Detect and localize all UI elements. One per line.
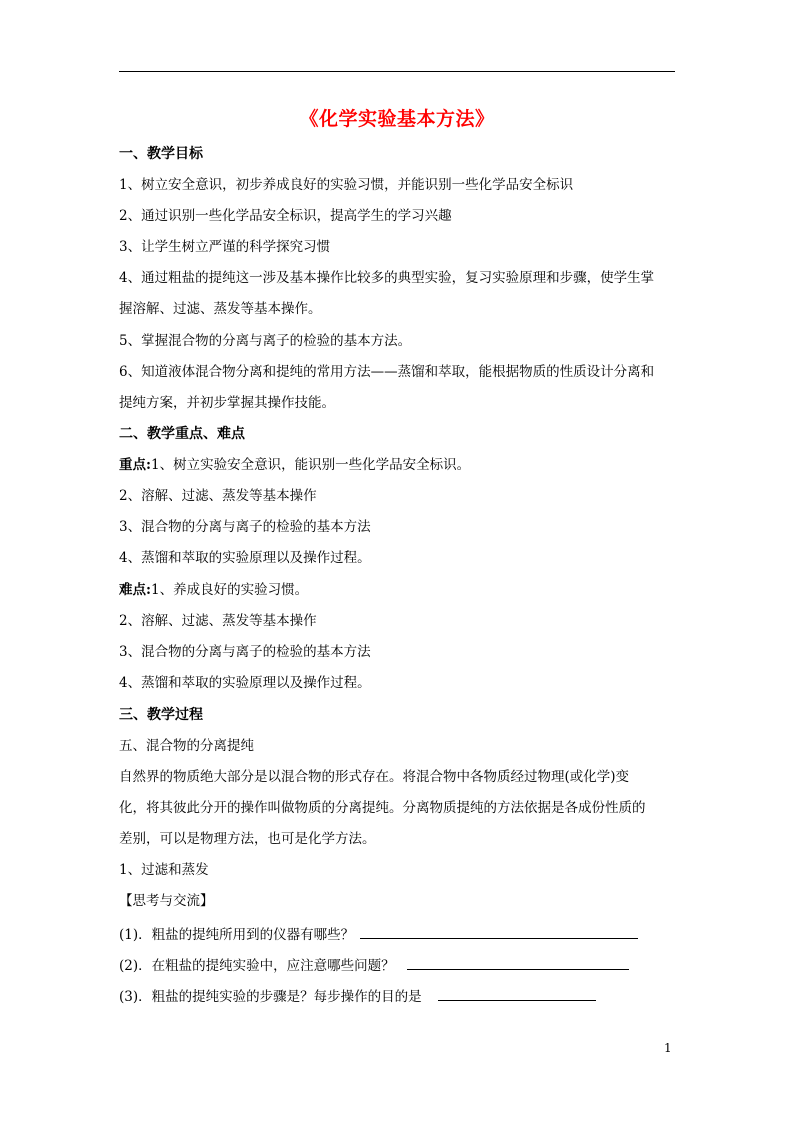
objective-item: 1、树立安全意识，初步养成良好的实验习惯，并能识别一些化学品安全标识: [119, 177, 574, 193]
difficult-label: 难点:: [119, 582, 151, 598]
key-point-first: [119, 456, 679, 474]
objective-item: 4、通过粗盐的提纯这一涉及基本操作比较多的典型实验，复习实验原理和步骤，使学生掌: [119, 270, 655, 286]
difficult-point-first: [119, 581, 679, 599]
section-heading-key-points: 二、教学重点、难点: [119, 426, 245, 442]
difficult-point-item: 4、蒸馏和萃取的实验原理以及操作过程。: [119, 675, 371, 691]
difficult-point-item: 2、溶解、过滤、蒸发等基本操作: [119, 613, 317, 629]
objective-item: 握溶解、过滤、蒸发等基本操作。: [119, 301, 322, 317]
key-point-item: 4、蒸馏和萃取的实验原理以及操作过程。: [119, 550, 371, 566]
objective-item: 3、让学生树立严谨的科学探究习惯: [119, 239, 331, 255]
objective-item: 6、知道液体混合物分离和提纯的常用方法——蒸馏和萃取，能根据物质的性质设计分离和: [119, 364, 655, 380]
answer-blank: [407, 955, 629, 970]
question-item: [119, 955, 679, 975]
header-rule: [119, 71, 675, 72]
question-text: (1)．粗盐的提纯所用到的仪器有哪些？: [119, 927, 355, 943]
objective-item: 2、通过识别一些化学品安全标识，提高学生的学习兴趣: [119, 208, 452, 224]
question-item: [119, 986, 679, 1006]
objective-item: 5、掌握混合物的分离与离子的检验的基本方法。: [119, 333, 412, 349]
topic-line: 1、过滤和蒸发: [119, 862, 209, 878]
document-title: 《化学实验基本方法》: [299, 108, 495, 130]
answer-blank: [360, 924, 638, 939]
difficult-point-text: 1、养成良好的实验习惯。: [150, 582, 309, 598]
key-point-item: 2、溶解、过滤、蒸发等基本操作: [119, 488, 317, 504]
paragraph-line: 自然界的物质绝大部分是以混合物的形式存在。将混合物中各物质经过物理(或化学)变: [119, 769, 630, 785]
question-text: (3)．粗盐的提纯实验的步骤是？每步操作的目的是: [119, 989, 422, 1005]
think-label: 【思考与交流】: [119, 893, 214, 909]
paragraph-line: 差别，可以是物理方法，也可是化学方法。: [119, 831, 376, 847]
question-text: (2)．在粗盐的提纯实验中，应注意哪些问题？: [119, 958, 395, 974]
key-point-text: 1、树立实验安全意识，能识别一些化学品安全标识。: [150, 457, 471, 473]
paragraph-line: 化，将其彼此分开的操作叫做物质的分离提纯。分离物质提纯的方法依据是各成份性质的: [119, 800, 646, 816]
subheading: 五、混合物的分离提纯: [119, 738, 254, 754]
section-heading-process: 三、教学过程: [119, 707, 203, 723]
answer-blank: [438, 986, 596, 1001]
section-heading-objectives: 一、教学目标: [119, 146, 203, 162]
key-point-item: 3、混合物的分离与离子的检验的基本方法: [119, 519, 371, 535]
page-number: 1: [664, 1041, 672, 1055]
difficult-point-item: 3、混合物的分离与离子的检验的基本方法: [119, 644, 371, 660]
objective-item: 提纯方案，并初步掌握其操作技能。: [119, 395, 335, 411]
question-item: [119, 924, 679, 944]
key-label: 重点:: [119, 457, 151, 473]
